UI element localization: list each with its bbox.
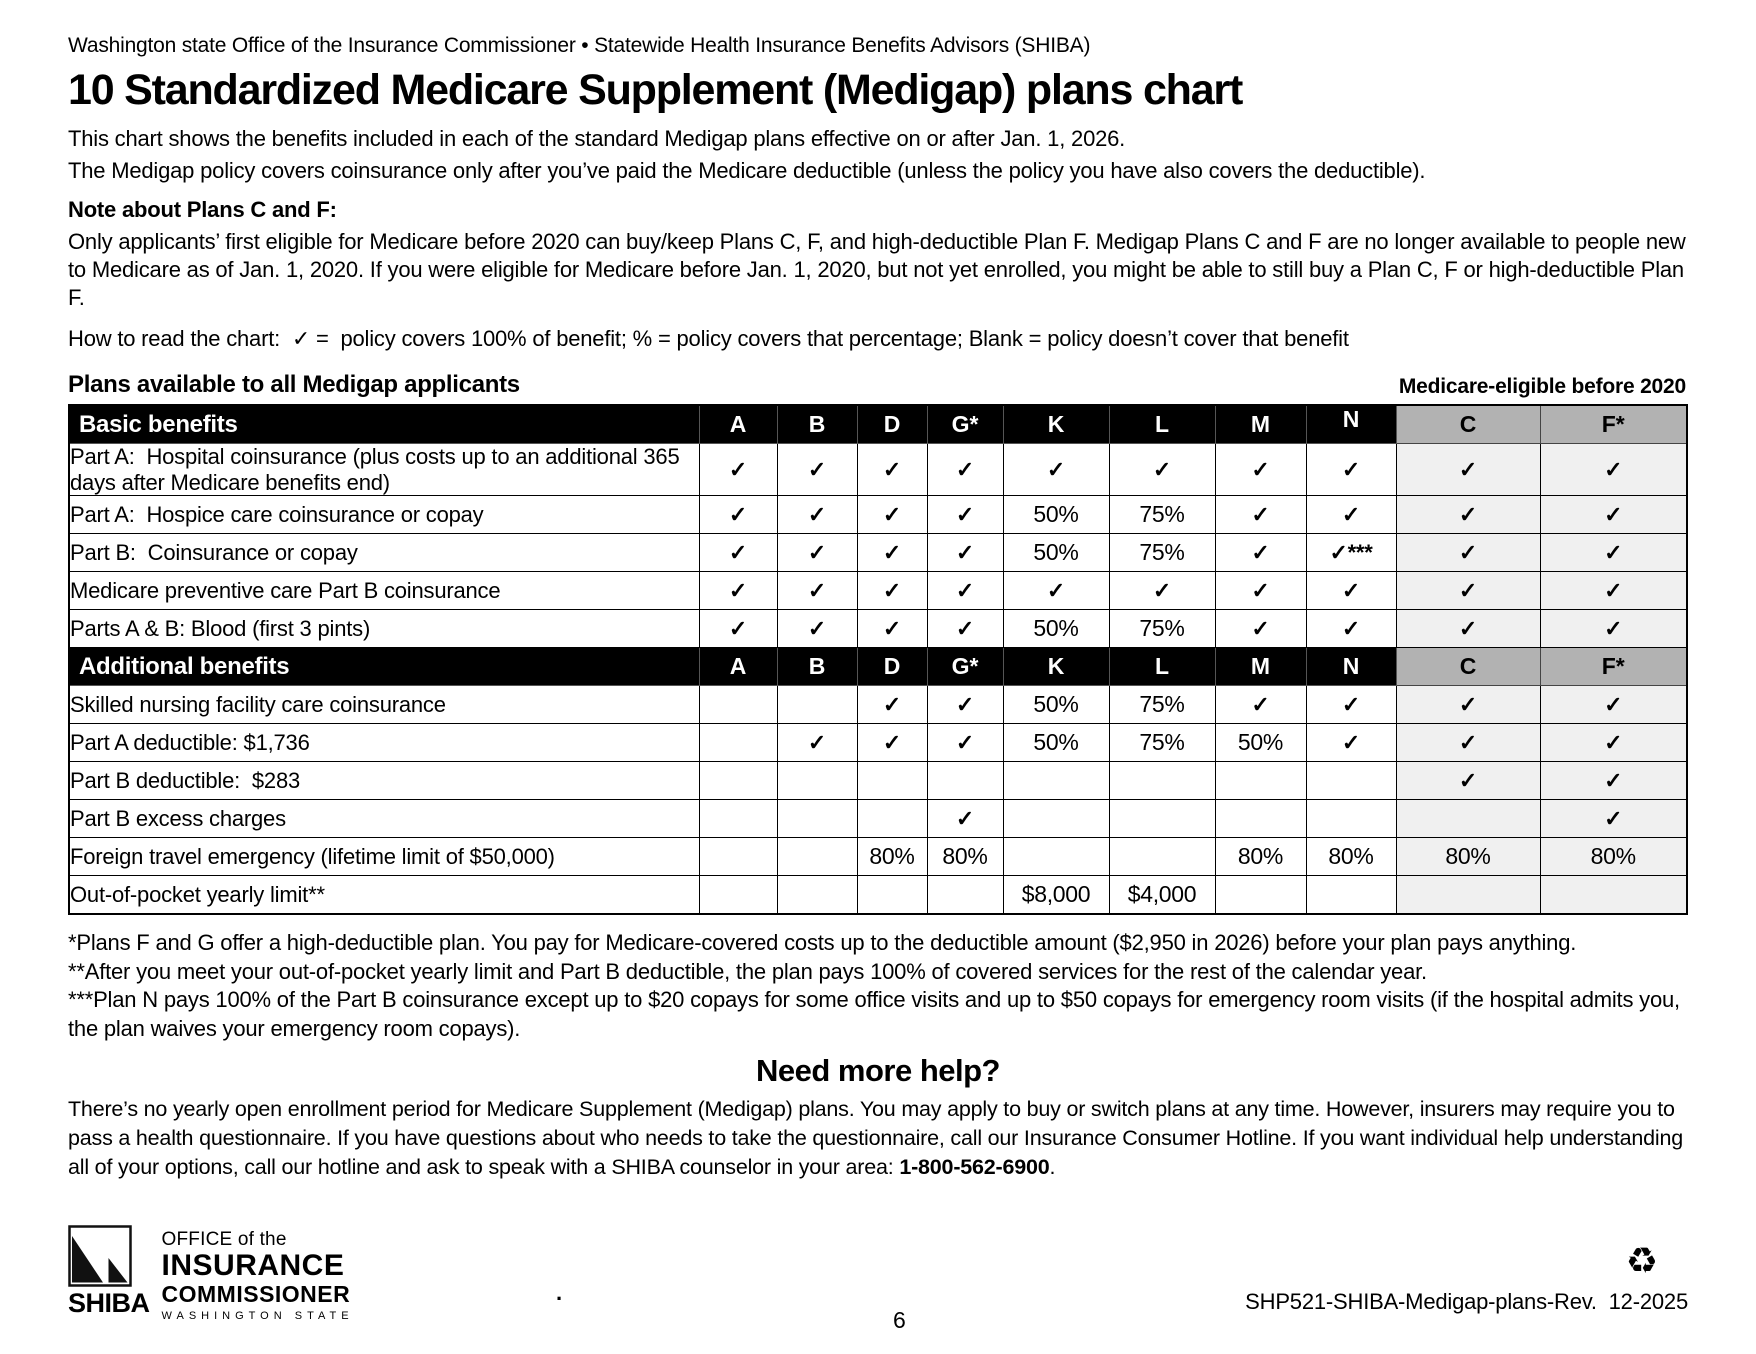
benefit-row [69,444,1687,496]
logo-shiba-text: SHIBA [68,1288,150,1318]
section-header-label: Additional benefits [69,648,699,686]
plan-value-cell: 50% [1215,724,1306,762]
plan-value-cell: 50% [1003,496,1109,534]
plan-value-cell: 80% [1215,838,1306,876]
plan-value-cell: ✓ [1540,686,1687,724]
footnote-3: ***Plan N pays 100% of the Part B coinsurance except up to $20 copays for some office visits and up to $50 copays for emergency room visits (if the hospital admits you, the plan waives your emergency room copays). [68,987,1680,1041]
plan-value-cell: ✓ [927,534,1003,572]
plan-value-cell: ✓ [699,496,777,534]
plan-value-cell: 75% [1109,496,1215,534]
plan-value-cell: ✓ [1215,496,1306,534]
plan-value-cell [777,762,857,800]
plan-value-cell: 50% [1003,610,1109,648]
help-paragraph [68,1095,1688,1181]
benefit-row [69,534,1687,572]
plan-value-cell [1109,838,1215,876]
plan-value-cell: 75% [1109,534,1215,572]
plan-value-cell: ✓ [857,496,927,534]
plan-value-cell: ✓ [1306,572,1396,610]
plan-value-cell: ✓ [927,444,1003,496]
benefit-cell: Part A: Hospice care coinsurance or copay [69,496,699,534]
benefit-row [69,572,1687,610]
plan-value-cell: ✓ [1540,800,1687,838]
plan-value-cell: ✓ [1306,610,1396,648]
plan-value-cell: ✓ [699,444,777,496]
plan-column-header: D [857,405,927,444]
plan-column-header: A [699,405,777,444]
intro-line-2: The Medigap policy covers coinsurance only after you’ve paid the Medicare deductible (unless the policy you have also covers the deductible). [68,157,1426,183]
benefit-cell: Foreign travel emergency (lifetime limit of $50,000) [69,838,699,876]
plan-value-cell: ✓ [927,496,1003,534]
plan-value-cell [1396,876,1540,915]
plan-value-cell: ✓ [927,724,1003,762]
plan-value-cell: ✓ [857,444,927,496]
plan-value-cell: $4,000 [1109,876,1215,915]
plan-value-cell: ✓ [1306,686,1396,724]
plan-value-cell: 50% [1003,686,1109,724]
plan-value-cell: 80% [1540,838,1687,876]
plan-value-cell: ✓ [1540,572,1687,610]
plan-column-header: B [777,405,857,444]
benefit-row [69,686,1687,724]
plan-value-cell [1396,800,1540,838]
benefit-row [69,876,1687,915]
hotline-phone: 1-800-562-6900 [899,1154,1050,1179]
benefit-cell: Parts A & B: Blood (first 3 pints) [69,610,699,648]
plan-column-header: N [1306,648,1396,686]
benefit-row [69,496,1687,534]
plan-value-cell: ✓ [1540,534,1687,572]
benefit-cell: Part B deductible: $283 [69,762,699,800]
logo-washington-state: WASHINGTON STATE [161,1309,354,1322]
intro-line-1: This chart shows the benefits included in each of the standard Medigap plans effective on or after Jan. 1, 2026. [68,126,1126,151]
plan-column-header: F* [1540,648,1687,686]
plan-value-cell: 75% [1109,686,1215,724]
plan-value-cell: ✓ [777,610,857,648]
plan-value-cell: ✓ [1396,534,1540,572]
plan-column-header: B [777,648,857,686]
how-to-read-line: How to read the chart: ✓ = policy covers 100% of benefit; % = policy covers that percentage; Blank = policy doesn’t cover that benefit [68,326,1349,352]
plan-value-cell: ✓ [927,572,1003,610]
help-text: There’s no yearly open enrollment period for Medicare Supplement (Medigap) plans. You may apply to buy or switch plans at any time. However, insurers may require you to pass a health questionnaire. If you have questions about who needs to take the questionnaire, call our Insurance Consumer Hotline. If you want individual help understanding all of your options, call our hotline and ask to speak with a SHIBA counselor in your area: [68,1097,1683,1179]
plan-value-cell [1306,876,1396,915]
plan-value-cell: ✓ [1215,610,1306,648]
plan-value-cell: ✓ [1540,444,1687,496]
note-body: Only applicants’ first eligible for Medicare before 2020 can buy/keep Plans C, F, and high-deductible Plan F. Medigap Plans C and F are no longer available to people new to Medicare as of Jan. 1, 2020. If you were eligible for Medicare before Jan. 1, 2020, but not yet enrolled, you might be able to still buy a Plan C, F or high-deductible Plan F. [68,229,1692,310]
plan-value-cell: ✓ [857,610,927,648]
plan-value-cell: ✓ [857,534,927,572]
logo-insurance: INSURANCE [161,1249,345,1282]
plan-value-cell [857,800,927,838]
benefit-row [69,724,1687,762]
plan-value-cell: ✓ [1396,686,1540,724]
benefit-cell: Part A deductible: $1,736 [69,724,699,762]
plan-value-cell: ✓ [777,534,857,572]
section-header-label: Basic benefits [69,405,699,444]
footnote-2: **After you meet your out-of-pocket yearly limit and Part B deductible, the plan pays 100% of covered services for the rest of the calendar year. [68,958,1427,984]
plan-value-cell: ✓ [927,800,1003,838]
plan-value-cell: ✓ [1109,444,1215,496]
plan-value-cell [1540,876,1687,915]
plan-value-cell: ✓ [1109,572,1215,610]
benefit-cell: Part B excess charges [69,800,699,838]
plan-value-cell [1003,838,1109,876]
plan-value-cell: ✓ [1003,572,1109,610]
benefit-row [69,838,1687,876]
document-reference: SHP521-SHIBA-Medigap-plans-Rev. 12-2025 [1245,1289,1688,1314]
plan-value-cell [1003,762,1109,800]
logo-commissioner: COMMISSIONER [161,1280,351,1307]
plan-value-cell: ✓ [699,572,777,610]
plan-value-cell: ✓ [1540,724,1687,762]
recycle-icon: ♻ [1625,1240,1658,1281]
plan-value-cell [1003,800,1109,838]
plan-value-cell: ✓ [1215,572,1306,610]
help-heading: Need more help? [756,1053,1000,1089]
plan-value-cell: 50% [1003,724,1109,762]
plan-column-header: C [1396,405,1540,444]
plan-column-header: D [857,648,927,686]
plan-value-cell: ✓ [1396,444,1540,496]
plan-value-cell: 75% [1109,610,1215,648]
plan-value-cell [857,876,927,915]
plan-value-cell [1215,800,1306,838]
plan-value-cell: ✓ [1396,610,1540,648]
plan-value-cell [857,762,927,800]
plan-column-header: M [1215,648,1306,686]
plan-value-cell [777,686,857,724]
plan-value-cell: 80% [857,838,927,876]
plan-column-header: F* [1540,405,1687,444]
plan-column-header: M [1215,405,1306,444]
plan-value-cell: ✓ [857,572,927,610]
plan-value-cell: 80% [1396,838,1540,876]
plan-value-cell: ✓ [1306,496,1396,534]
benefit-cell: Skilled nursing facility care coinsurance [69,686,699,724]
plan-value-cell [777,800,857,838]
plan-value-cell [777,838,857,876]
plan-value-cell: ✓ [777,572,857,610]
plan-value-cell: ✓ [1215,534,1306,572]
benefit-cell: Part B: Coinsurance or copay [69,534,699,572]
plan-value-cell: ✓ [857,686,927,724]
plan-value-cell: ✓ [777,724,857,762]
benefit-row [69,800,1687,838]
plan-value-cell: ✓*** [1306,534,1396,572]
plan-value-cell: ✓ [857,724,927,762]
plan-value-cell: ✓ [1396,572,1540,610]
plan-value-cell: ✓ [927,686,1003,724]
plan-value-cell: ✓ [1215,686,1306,724]
plan-value-cell: ✓ [1396,496,1540,534]
plan-column-header: G* [927,648,1003,686]
table-captions [68,371,1686,399]
section-header-row [69,648,1687,686]
plan-value-cell [1215,876,1306,915]
plan-value-cell [699,876,777,915]
plan-column-header: K [1003,405,1109,444]
plan-value-cell: ✓ [1540,762,1687,800]
plan-value-cell: 80% [927,838,1003,876]
plan-value-cell: 75% [1109,724,1215,762]
page-footer [68,1225,1688,1345]
plan-value-cell: $8,000 [1003,876,1109,915]
plan-value-cell: ✓ [927,610,1003,648]
logo-mark [68,1225,150,1319]
plan-value-cell [699,800,777,838]
plan-value-cell: ✓ [777,444,857,496]
benefit-cell: Part A: Hospital coinsurance (plus costs up to an additional 365 days after Medicare benefits end) [69,444,699,496]
plan-column-header: A [699,648,777,686]
benefit-cell: Out-of-pocket yearly limit** [69,876,699,915]
plan-column-header: L [1109,405,1215,444]
logo-wordmark [162,1225,354,1322]
plan-value-cell [699,686,777,724]
plan-value-cell: ✓ [1540,496,1687,534]
page-number: 6 [893,1307,906,1333]
benefit-cell: Medicare preventive care Part B coinsurance [69,572,699,610]
plan-column-header: K [1003,648,1109,686]
plan-value-cell [1306,762,1396,800]
plan-value-cell: ✓ [1306,444,1396,496]
plan-value-cell [777,876,857,915]
plan-column-header: C [1396,648,1540,686]
plan-value-cell: ✓ [1540,610,1687,648]
plan-value-cell [927,876,1003,915]
note-heading: Note about Plans C and F: [68,197,337,223]
plan-column-header: N [1306,405,1396,444]
plan-column-header: L [1109,648,1215,686]
plan-column-header: G* [927,405,1003,444]
plan-value-cell: ✓ [1306,724,1396,762]
plan-value-cell [699,838,777,876]
medigap-plans-table [68,404,1688,915]
help-text-period: . [1049,1154,1056,1179]
plan-value-cell [927,762,1003,800]
footnotes [68,929,1688,1043]
benefit-row [69,610,1687,648]
section-header-row [69,405,1687,444]
plan-value-cell [699,762,777,800]
plan-value-cell: ✓ [699,610,777,648]
page-title: 10 Standardized Medicare Supplement (Medigap) plans chart [68,66,1243,114]
plan-value-cell: ✓ [1215,444,1306,496]
plan-value-cell: 50% [1003,534,1109,572]
footnote-1: *Plans F and G offer a high-deductible plan. You pay for Medicare-covered costs up to the deductible amount ($2,950 in 2026) before your plan pays anything. [68,930,1577,956]
plan-value-cell [699,724,777,762]
logo-office-of-the: OFFICE of the [161,1229,287,1250]
table-caption-left: Plans available to all Medigap applicants [68,371,520,399]
plan-value-cell: ✓ [1396,724,1540,762]
plan-value-cell: 80% [1306,838,1396,876]
plan-value-cell: ✓ [777,496,857,534]
table-caption-right: Medicare-eligible before 2020 [1398,375,1686,399]
plan-value-cell: ✓ [1396,762,1540,800]
plan-value-cell: ✓ [1003,444,1109,496]
plan-value-cell [1109,800,1215,838]
oic-logo-icon [68,1225,132,1287]
org-line: Washington state Office of the Insurance Commissioner • Statewide Health Insurance Benefits Advisors (SHIBA) [68,34,1091,57]
plan-value-cell [1215,762,1306,800]
stray-dot: . [556,1280,563,1305]
plan-value-cell [1109,762,1215,800]
plan-value-cell: ✓ [699,534,777,572]
plan-value-cell [1306,800,1396,838]
benefit-row [69,762,1687,800]
